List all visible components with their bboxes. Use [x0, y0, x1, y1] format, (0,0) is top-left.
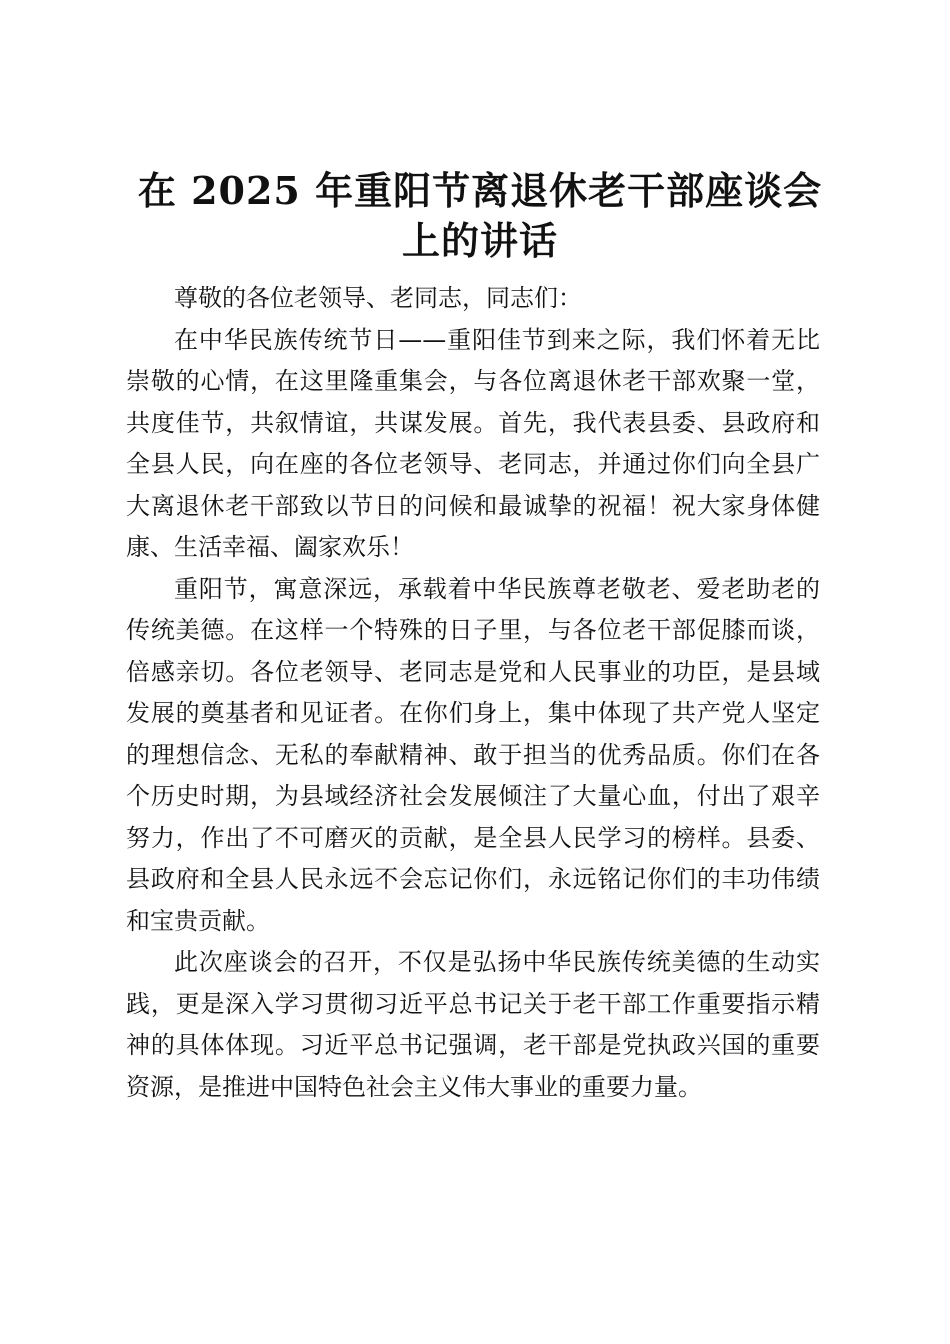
paragraph: 在中华民族传统节日——重阳佳节到来之际，我们怀着无比崇敬的心情，在这里隆重集会，与各位离退休老干部欢聚一堂，共度佳节，共叙情谊，共谋发展。首先，我代表县委、县政府和全县人民，向在座的各位老领导、老同志，并通过你们向全县广大离退休老干部致以节日的问候和最诚挚的祝福！祝大家身体健康、生活幸福、阖家欢乐！: [126, 325, 820, 561]
paragraph: 此次座谈会的召开，不仅是弘扬中华民族传统美德的生动实践，更是深入学习贯彻习近平总书记关于老干部工作重要指示精神的具体体现。习近平总书记强调，老干部是党执政兴国的重要资源，是推进中国特色社会主义伟大事业的重要力量。: [126, 948, 820, 1101]
document-body: [126, 278, 820, 1108]
document-title: 在 2025 年重阳节离退休老干部座谈会上的讲话: [137, 168, 823, 263]
greeting-line: 尊敬的各位老领导、老同志，同志们：: [174, 284, 582, 312]
paragraph: 重阳节，寓意深远，承载着中华民族尊老敬老、爱老助老的传统美德。在这样一个特殊的日子里，与各位老干部促膝而谈，倍感亲切。各位老领导、老同志是党和人民事业的功臣，是县域发展的奠基者和见证者。在你们身上，集中体现了共产党人坚定的理想信念、无私的奉献精神、敢于担当的优秀品质。你们在各个历史时期，为县域经济社会发展倾注了大量心血，付出了艰辛努力，作出了不可磨灭的贡献，是全县人民学习的榜样。县委、县政府和全县人民永远不会忘记你们，永远铭记你们的丰功伟绩和宝贵贡献。: [126, 574, 820, 935]
